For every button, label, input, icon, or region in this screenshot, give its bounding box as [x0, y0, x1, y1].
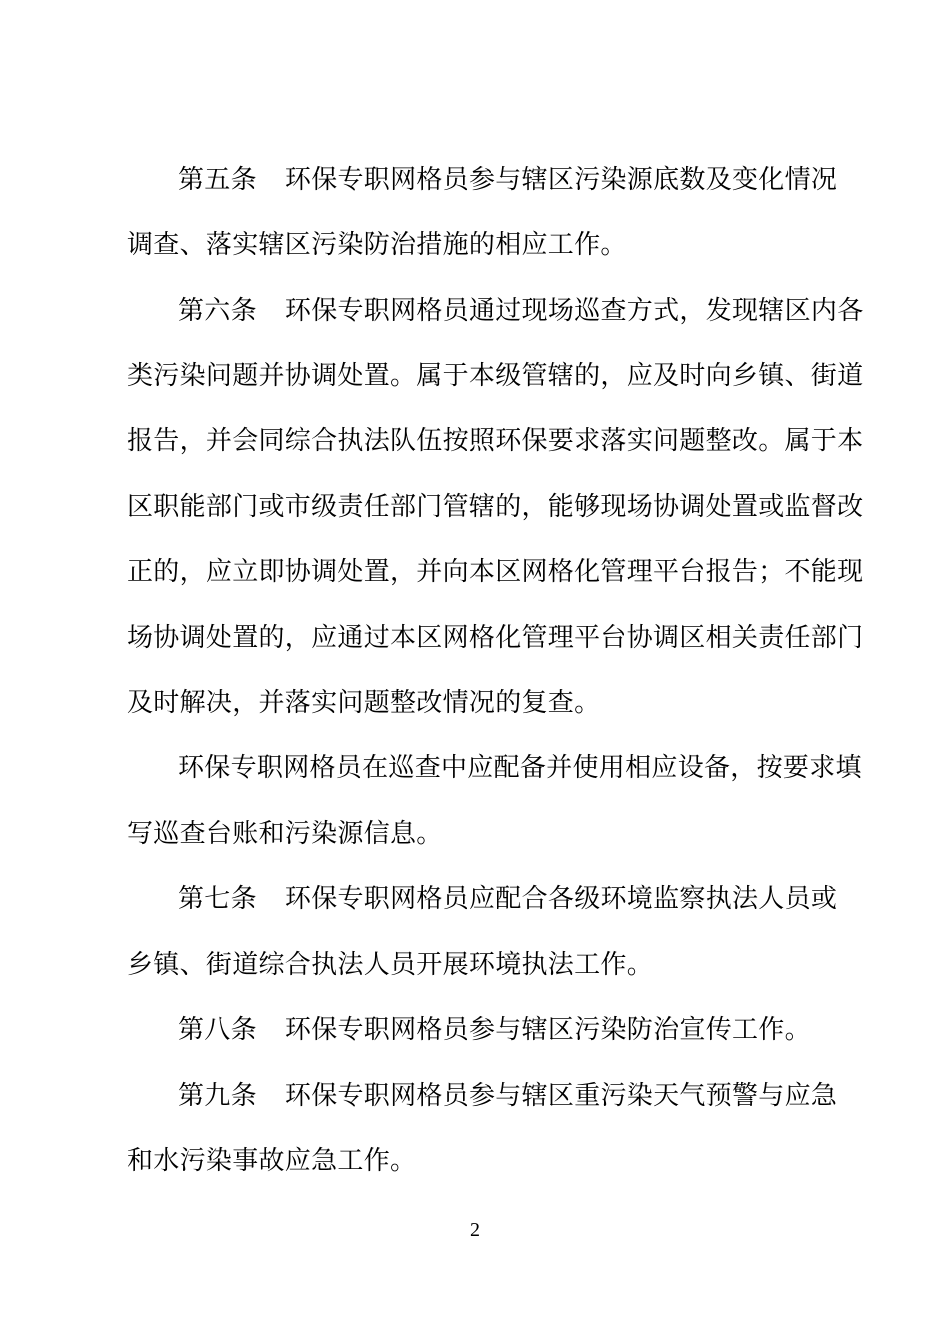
- article-text: 环保专职网格员应配合各级环境监察执法人员或: [284, 884, 838, 914]
- article-6-line-6: 场协调处置的，应通过本区网格化管理平台协调区相关责任部门: [127, 623, 864, 653]
- article-6-line-1: [178, 291, 898, 331]
- article-heading: 第五条: [178, 165, 257, 195]
- article-8-line-1: [178, 1010, 898, 1050]
- article-7-line-1: [178, 879, 898, 919]
- article-6-line-5: 正的，应立即协调处置，并向本区网格化管理平台报告；不能现: [127, 557, 864, 587]
- page-number: 2: [470, 1219, 480, 1241]
- article-5-line-2: 调查、落实辖区污染防治措施的相应工作。: [127, 230, 627, 260]
- article-heading: 第六条: [178, 296, 257, 326]
- article-9-line-2: 和水污染事故应急工作。: [127, 1146, 417, 1176]
- article-9-line-1: [178, 1076, 898, 1116]
- article-heading: 第九条: [178, 1081, 257, 1111]
- article-6-line-4: 区职能部门或市级责任部门管辖的，能够现场协调处置或监督改: [127, 492, 864, 522]
- article-heading: 第八条: [178, 1015, 257, 1045]
- article-6-line-3: 报告，并会同综合执法队伍按照环保要求落实问题整改。属于本: [127, 426, 864, 456]
- article-text: 环保专职网格员通过现场巡查方式，发现辖区内各: [284, 296, 864, 326]
- article-5-line-1: [178, 160, 898, 200]
- article-text: 环保专职网格员参与辖区污染防治宣传工作。: [284, 1015, 811, 1045]
- article-6-line-2: 类污染问题并协调处置。属于本级管辖的，应及时向乡镇、街道: [127, 361, 864, 391]
- article-7-line-2: 乡镇、街道综合执法人员开展环境执法工作。: [127, 950, 654, 980]
- article-text: 环保专职网格员参与辖区重污染天气预警与应急: [284, 1081, 838, 1111]
- paragraph-equipment-line-1: 环保专职网格员在巡查中应配备并使用相应设备，按要求填: [178, 753, 862, 783]
- paragraph-equipment-line-2: 写巡查台账和污染源信息。: [127, 819, 443, 849]
- article-heading: 第七条: [178, 884, 257, 914]
- article-6-line-7: 及时解决，并落实问题整改情况的复查。: [127, 688, 601, 718]
- article-text: 环保专职网格员参与辖区污染源底数及变化情况: [284, 165, 838, 195]
